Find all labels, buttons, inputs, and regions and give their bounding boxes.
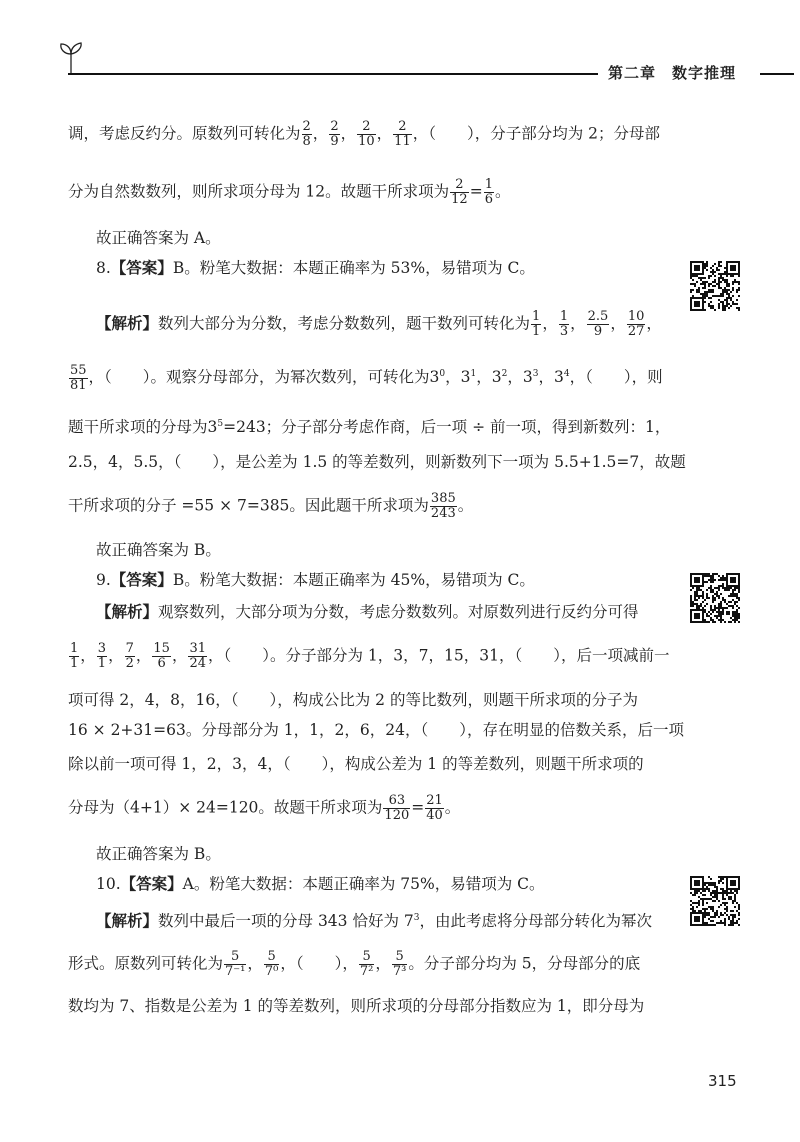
paragraph-line: 调，考虑反约分。原数列可转化为 $\frac{2}{8}$ ， $\frac{2}{9}$ ， $\frac{2}{10}$ ， $\frac{2}{11}$ ，（ ），分子部分均为 2；分母部 — [68, 119, 661, 149]
fraction: $\frac{5}{\text{7⁰}}$ — [264, 949, 279, 979]
fraction: $\frac{5}{\text{7³}}$ — [392, 949, 407, 979]
leaf-logo-icon — [58, 40, 84, 74]
fraction: $\frac{5}{\text{7⁻¹}}$ — [225, 949, 246, 979]
answer-9: 9.【答案】B。粉笔大数据：本题正确率为 45%，易错项为 C。 — [96, 571, 535, 589]
analysis-8-line: $\frac{55}{81}$ ，（ ）。观察分母部分，为幂次数列，可转化为$3^0$，$3^1$，$3^2$，$3^3$，$3^4$，（ ），则 — [70, 362, 663, 393]
analysis-8-line: 2.5，4，5.5，（ ），是公差为 1.5 的等差数列，则新数列下一项为 5.5+1.5=7，故题 — [68, 453, 686, 471]
fraction: $\frac{55}{81}$ — [70, 362, 87, 393]
fraction: $\frac{3}{1}$ — [97, 641, 107, 671]
analysis-10-line: 形式。原数列可转化为 $\frac{5}{\text{7⁻¹}}$ ， $\frac{5}{\text{7⁰}}$ ，（ ）， $\frac{5}{\text{7²}}$ ， $\frac{5}{\text{7³}}$ 。分子部分均为 5，分母部分的底 — [68, 949, 641, 979]
analysis-9-line: $\frac{1}{1}$ ， $\frac{3}{1}$ ， $\frac{7}{2}$ ， $\frac{15}{6}$ ， $\frac{31}{24}$ ，（ ）。分子部分为 1，3，7，15，31，（ ），后一项减前一 — [70, 641, 670, 671]
header-rule-right — [760, 73, 794, 75]
paragraph-line: 分为自然数数列，则所求项分母为 12。故题干所求项为 $\frac{2}{12}$ = $\frac{1}{6}$ 。 — [68, 177, 511, 207]
answer-10: 10.【答案】A。粉笔大数据：本题正确率为 75%，易错项为 C。 — [96, 875, 545, 893]
fraction: $\frac{31}{24}$ — [189, 641, 206, 671]
analysis-8-line: 干所求项的分子 =55 × 7=385。因此题干所求项为 $\frac{385}{243}$ 。 — [68, 491, 474, 521]
fraction: $\frac{2.5}{9}$ — [587, 309, 609, 339]
analysis-9-line: 分母为（4+1）× 24=120。故题干所求项为 $\frac{63}{120}$ = $\frac{21}{40}$ 。 — [68, 793, 461, 823]
fraction: $\frac{1}{1}$ — [70, 641, 79, 671]
chapter-title: 第二章 数字推理 — [608, 64, 737, 82]
fraction: $\frac{1}{3}$ — [559, 309, 569, 339]
page-number: 315 — [708, 1072, 737, 1090]
analysis-9-line: 16 × 2+31=63。分母部分为 1，1，2，6，24，（ ），存在明显的倍数关系，后一项 — [68, 721, 684, 739]
fraction: $\frac{15}{6}$ — [153, 641, 170, 671]
qr-code-icon — [690, 573, 740, 623]
answer-conclusion: 故正确答案为 B。 — [96, 541, 221, 559]
fraction: $\frac{21}{40}$ — [426, 793, 443, 823]
analysis-9-line: 项可得 2，4，8，16，（ ），构成公比为 2 的等比数列，则题干所求项的分子为 — [68, 691, 638, 709]
fraction: $\frac{7}{2}$ — [125, 641, 134, 671]
fraction: $\frac{2}{8}$ — [302, 119, 311, 149]
fraction: $\frac{2}{12}$ — [451, 177, 468, 207]
fraction: $\frac{385}{243}$ — [430, 491, 456, 521]
qr-code-icon — [690, 876, 740, 926]
fraction: $\frac{1}{1}$ — [532, 309, 541, 339]
fraction: $\frac{2}{11}$ — [394, 119, 411, 149]
fraction: $\frac{5}{\text{7²}}$ — [359, 949, 374, 979]
fraction: $\frac{2}{9}$ — [330, 119, 339, 149]
fraction: $\frac{1}{6}$ — [484, 177, 493, 207]
answer-conclusion: 故正确答案为 A。 — [96, 229, 221, 247]
header-rule-left — [68, 73, 598, 75]
analysis-9-line: 【解析】观察数列，大部分项为分数，考虑分数数列。对原数列进行反约分可得 — [96, 603, 639, 621]
answer-8: 8.【答案】B。粉笔大数据：本题正确率为 53%，易错项为 C。 — [96, 259, 535, 277]
qr-code-icon — [690, 261, 740, 311]
analysis-8-line: 题干所求项的分母为$3^5=243$；分子部分考虑作商，后一项 ÷ 前一项，得到新数列：1， — [68, 418, 671, 437]
analysis-9-line: 除以前一项可得 1，2，3，4，（ ），构成公差为 1 的等差数列，则题干所求项的 — [68, 755, 644, 773]
fraction: $\frac{2}{10}$ — [358, 119, 375, 149]
fraction: $\frac{63}{120}$ — [384, 793, 410, 823]
analysis-10-line: 数均为 7、指数是公差为 1 的等差数列，则所求项的分母部分指数应为 1，即分母为 — [68, 997, 645, 1015]
analysis-8-line: 【解析】数列大部分为分数，考虑分数数列，题干数列可转化为 $\frac{1}{1}$ ， $\frac{1}{3}$ ， $\frac{2.5}{9}$ ， $\frac{10}{27}$ ， — [96, 309, 662, 339]
fraction: $\frac{10}{27}$ — [627, 309, 645, 339]
answer-conclusion: 故正确答案为 B。 — [96, 845, 221, 863]
analysis-10-line: 【解析】数列中最后一项的分母 343 恰好为 $7^3$，由此考虑将分母部分转化为幂次 — [96, 912, 652, 931]
